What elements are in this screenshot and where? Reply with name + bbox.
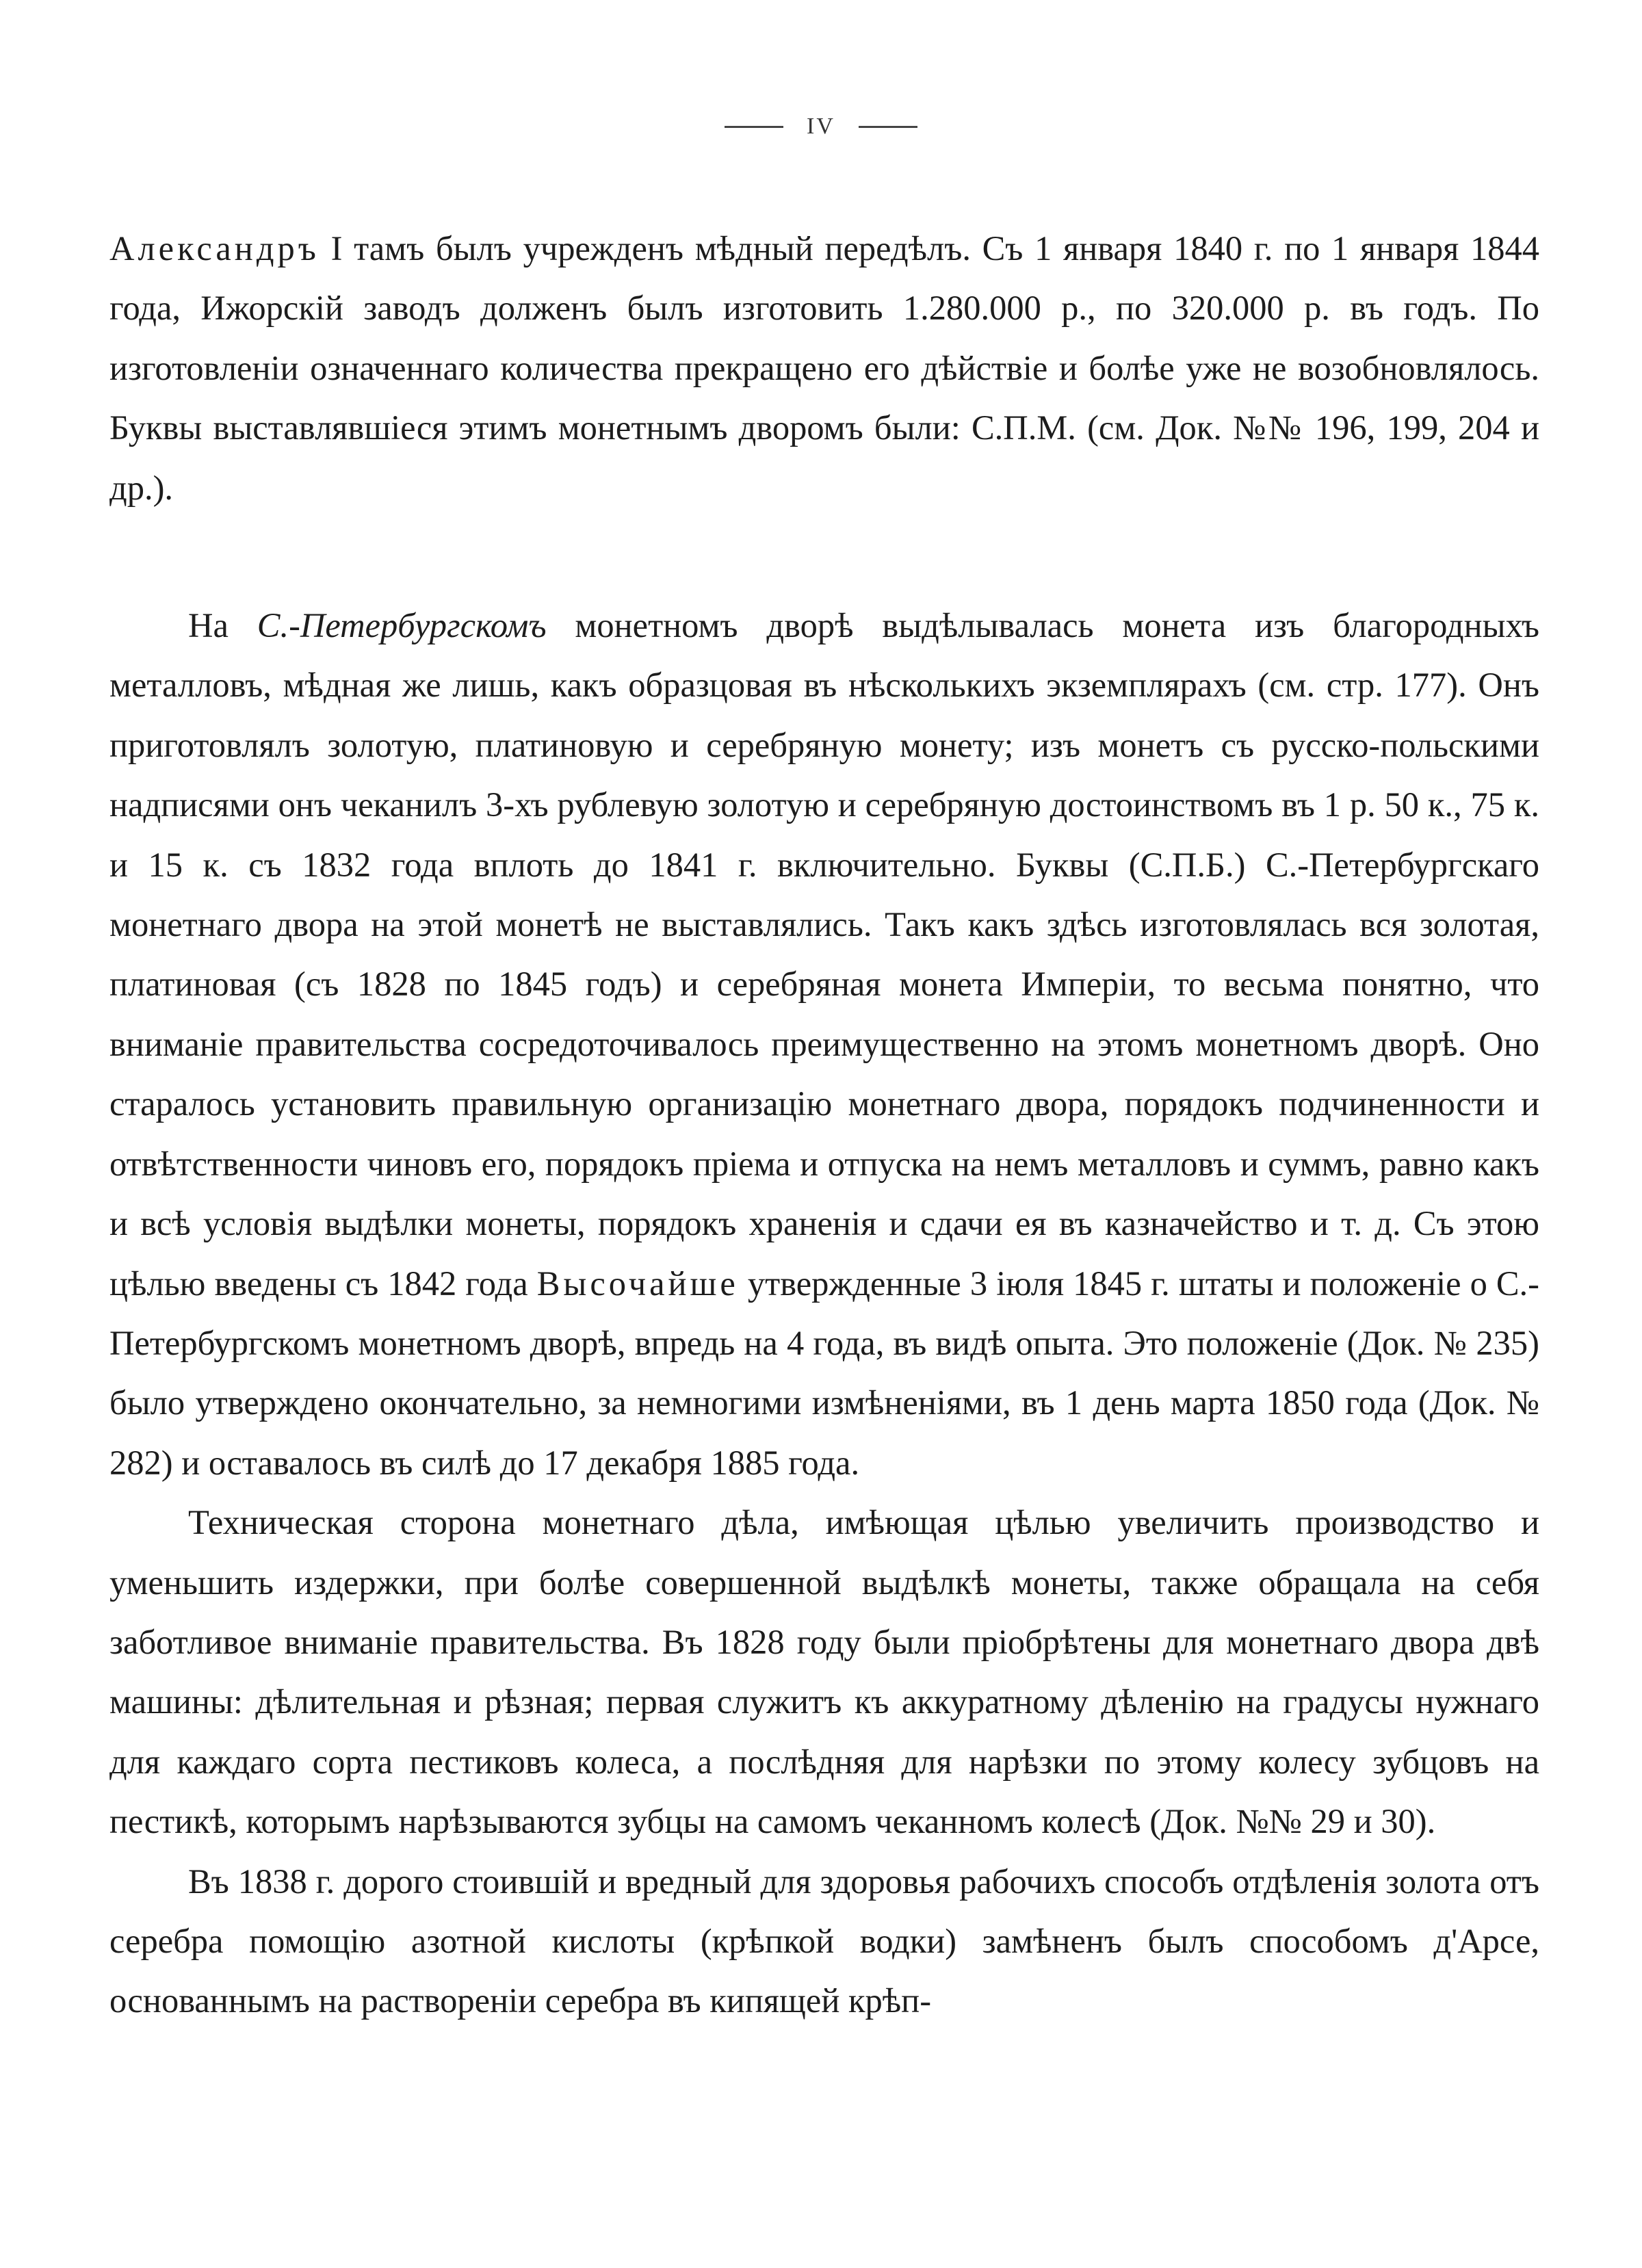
paragraph-text-continued: утвержденные 3 iюля 1845 г. штаты и положенiе о С.-Петербургскомъ монетномъ дворѣ, впредь на 4 года, въ видѣ опыта. Это положенiе (Док. № 235) было утверждено окончательно, за немногими измѣненiями, въ 1 день марта 1850 года (Док. № 282) и оставалось въ силѣ до 17 декабря 1885 года. bbox=[109, 1264, 1539, 1482]
paragraph-text: Техническая сторона монетнаго дѣла, имѣющая цѣлью увеличить производство и уменьшить издержки, при болѣе совершенной выдѣлкѣ монеты, также обращала на себя заботливое вниманiе правительства. Въ 1828 году были прiобрѣтены для монетнаго двора двѣ машины: дѣлительная и рѣзная; первая служитъ къ аккуратному дѣленiю на градусы нужнаго для каждаго сорта пестиковъ колеса, а послѣдняя для нарѣзки по этому колесу зубцовъ на пестикѣ, которымъ нарѣзываются зубцы на самомъ чеканномъ колесѣ (Док. №№ 29 и 30). bbox=[109, 1503, 1539, 1841]
paragraph-gold-separation bbox=[109, 1852, 1539, 2031]
head-rule-right bbox=[859, 126, 917, 128]
paragraph-mint-izhora bbox=[109, 219, 1539, 518]
imperial-word-spaced: Высочайше bbox=[536, 1264, 739, 1303]
paragraph-text: монетномъ дворѣ выдѣлывалась монета изъ благородныхъ металловъ, мѣдная же лишь, какъ образцовая въ нѣсколькихъ экземплярахъ (см. стр. 177). Онъ приготовлялъ золотую, платиновую и серебряную монету; изъ монетъ съ русско-польскими надписями онъ чеканилъ 3-хъ рублевую золотую и серебряную достоинствомъ въ 1 р. 50 к., 75 к. и 15 к. съ 1832 года вплоть до 1841 г. включительно. Буквы (С.П.Б.) С.-Петербургскаго монетнаго двора на этой монетѣ не выставлялись. Такъ какъ здѣсь изготовлялась вся золотая, платиновая (съ 1828 по 1845 годъ) и серебряная монета Имперiи, то весьма понятно, что вниманiе правительства сосредоточивалось преимущественно на этомъ монетномъ дворѣ. Оно старалось установить правильную организацiю монетнаго двора, порядокъ подчиненности и отвѣтственности чиновъ его, порядокъ прiема и отпуска на немъ металловъ и суммъ, равно какъ и всѣ условiя выдѣлки монеты, порядокъ храненiя и сдачи ея въ казначейство и т. д. Съ этою цѣлью введены съ 1842 года bbox=[109, 606, 1539, 1303]
emperor-name: Александръ bbox=[109, 229, 320, 268]
head-rule-left bbox=[725, 126, 783, 128]
paragraph-petersburg-mint bbox=[109, 596, 1539, 1493]
paragraph-text: I тамъ былъ учрежденъ мѣдный передѣлъ. Съ 1 января 1840 г. по 1 января 1844 года, Ижорскiй заводъ долженъ былъ изготовить 1.280.000 р., по 320.000 р. въ годъ. По изготовленiи означеннаго количества прекращено его дѣйствiе и болѣе уже не возобновлялось. Буквы выставлявшiеся этимъ монетнымъ дворомъ были: С.П.М. (см. Док. №№ 196, 199, 204 и др.). bbox=[109, 229, 1539, 507]
mint-name-italic: С.-Петербургскомъ bbox=[257, 606, 547, 645]
body-text bbox=[109, 219, 1539, 2031]
running-head bbox=[0, 109, 1642, 144]
page-number: IV bbox=[807, 114, 835, 139]
paragraph-technical-side bbox=[109, 1493, 1539, 1851]
paragraph-text: Въ 1838 г. дорого стоившiй и вредный для здоровья рабочихъ способъ отдѣленiя золота отъ серебра помощiю азотной кислоты (крѣпкой водки) замѣненъ былъ способомъ д'Арсе, основаннымъ на растворенiи серебра въ кипящей крѣп- bbox=[109, 1862, 1539, 2020]
paragraph-lead: На bbox=[188, 606, 257, 645]
